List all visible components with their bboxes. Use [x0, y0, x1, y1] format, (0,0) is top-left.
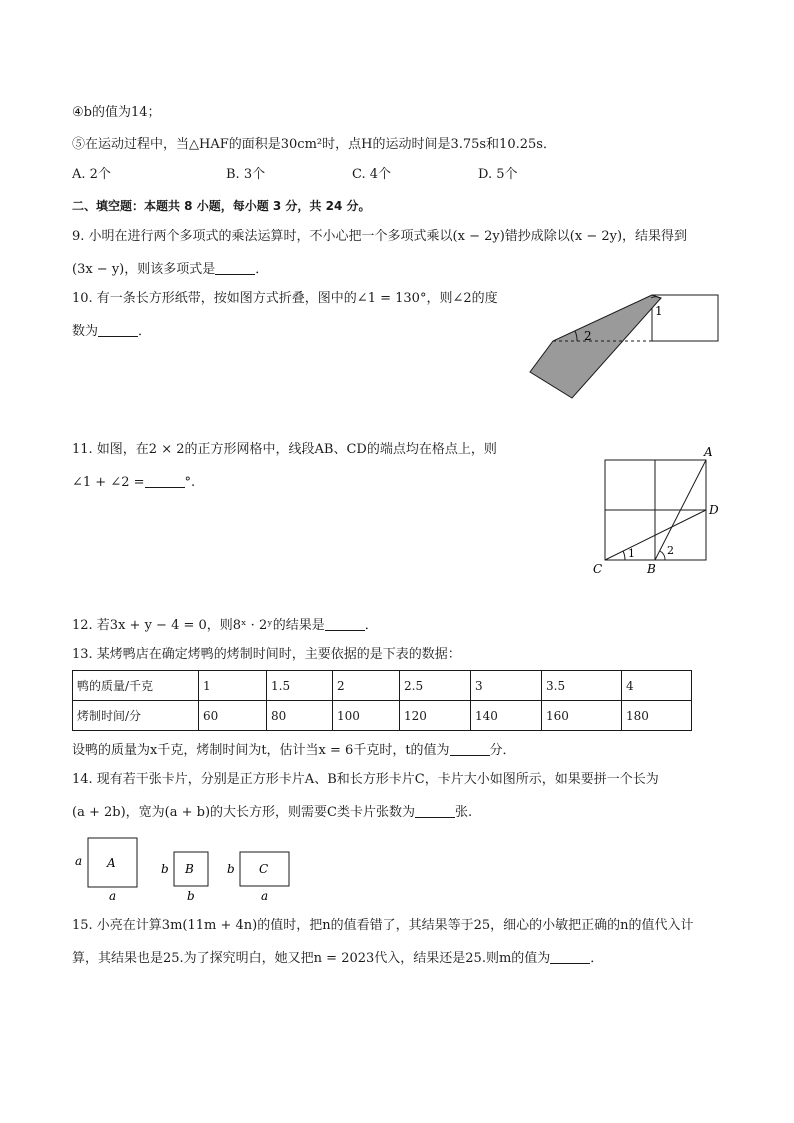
answer-blank[interactable] [215, 260, 255, 275]
point-c-label: C [593, 562, 603, 576]
q15-end: ． [590, 951, 604, 966]
table-cell: 4 [622, 671, 692, 701]
angle-1-label: 1 [655, 304, 663, 318]
q10-text: 数为 [72, 324, 99, 339]
q8-option-a: A. 2个 [72, 167, 111, 182]
grid-figure [590, 442, 725, 580]
card-c-label: C [259, 862, 269, 876]
row-header: 鸭的质量/千克 [73, 671, 199, 701]
table-cell: 160 [542, 701, 622, 731]
q15-text: 算，其结果也是25.为了探究明白，她又把n = 2023代入，结果还是25.则m的值为 [72, 951, 551, 966]
table-cell: 1 [199, 671, 267, 701]
card-c-side: b [227, 862, 235, 876]
table-row [73, 701, 692, 731]
q13-question [72, 741, 516, 760]
q15-line-2 [72, 949, 603, 968]
card-b-side: b [161, 862, 169, 876]
answer-blank[interactable] [550, 949, 590, 964]
point-a-label: A [704, 445, 713, 459]
q12-end: ． [364, 618, 378, 633]
q8-option-d: D. 5个 [478, 167, 518, 182]
point-b-label: B [647, 562, 656, 576]
q8-statement-4: ④b的值为14； [72, 105, 161, 120]
q9-text: (3x − y)，则该多项式是 [72, 262, 216, 277]
q14-end: 张. [454, 805, 473, 820]
row-header: 烤制时间/分 [73, 701, 199, 731]
angle-2-arc [660, 551, 665, 560]
q9-line-2 [72, 260, 268, 279]
table-cell: 3 [471, 671, 542, 701]
table-cell: 100 [333, 701, 400, 731]
q8-statement-5: ⑤在运动过程中，当△HAF的面积是30cm²时，点H的运动时间是3.75s和10.25s． [72, 137, 556, 152]
q13-intro: 13. 某烤鸭店在确定烤鸭的烤制时间时，主要依据的是下表的数据： [72, 647, 461, 662]
answer-blank[interactable] [145, 473, 185, 488]
q8-option-c: C. 4个 [352, 167, 392, 182]
q15-line-1: 15. 小亮在计算3m(11m + 4n)的值时，把n的值看错了，其结果等于25，细心的小敏把正确的n的值代入计 [72, 918, 694, 933]
q9-end: ． [255, 262, 269, 277]
point-d-label: D [709, 503, 719, 517]
table-cell: 140 [471, 701, 542, 731]
table-cell: 3.5 [542, 671, 622, 701]
q13-end: 分． [489, 743, 516, 758]
card-a-label: A [107, 856, 116, 870]
card-b-bottom: b [187, 889, 195, 903]
q10-line-2 [72, 322, 151, 341]
q12-line [72, 616, 378, 635]
q14-text: (a + 2b)，宽为(a + b)的大长方形，则需要C类卡片张数为 [72, 805, 415, 820]
card-c-bottom: a [261, 889, 269, 903]
q14-line-1: 14. 现有若干张卡片，分别是正方形卡片A、B和长方形卡片C，卡片大小如图所示，如果要拼一个长为 [72, 772, 659, 787]
angle-1-label: 1 [628, 547, 635, 560]
q14-line-2 [72, 803, 472, 822]
angle-2-label: 2 [584, 329, 592, 343]
q11-line-1: 11. 如图，在2 × 2的正方形网格中，线段AB、CD的端点均在格点上，则 [72, 442, 497, 457]
card-a-side: a [75, 854, 83, 868]
card-b-label: B [185, 862, 194, 876]
q13-text: 设鸭的质量为x千克，烤制时间为t，估计当x = 6千克时，t的值为 [72, 743, 450, 758]
table-cell: 2 [333, 671, 400, 701]
q11-text: ∠1 + ∠2 = [72, 475, 145, 490]
table-cell: 80 [267, 701, 333, 731]
q9-line-1: 9. 小明在进行两个多项式的乘法运算时，不小心把一个多项式乘以(x − 2y)错抄成除以(x − 2y)，结果得到 [72, 229, 688, 244]
q10-end: ． [138, 324, 152, 339]
folded-strip-figure [525, 290, 725, 405]
table-cell: 2.5 [400, 671, 471, 701]
cards-figure [70, 832, 310, 906]
q8-option-b: B. 3个 [226, 167, 266, 182]
angle-1-arc [623, 551, 625, 560]
q11-end: °. [184, 475, 196, 490]
q10-line-1: 10. 有一条长方形纸带，按如图方式折叠，图中的∠1 = 130°，则∠2的度 [72, 291, 498, 306]
q11-line-2 [72, 473, 195, 492]
answer-blank[interactable] [325, 616, 365, 631]
section-heading: 二、填空题：本题共 8 小题，每小题 3 分，共 24 分。 [72, 199, 371, 213]
table-cell: 180 [622, 701, 692, 731]
strip-rectangle [652, 295, 718, 341]
duck-data-table [72, 670, 692, 731]
table-cell: 1.5 [267, 671, 333, 701]
table-row [73, 671, 692, 701]
angle-2-label: 2 [667, 544, 674, 557]
folded-part [530, 295, 661, 398]
answer-blank[interactable] [98, 322, 138, 337]
q12-text: 12. 若3x + y − 4 = 0，则8ˣ · 2ʸ的结果是 [72, 618, 325, 633]
answer-blank[interactable] [415, 803, 455, 818]
table-cell: 120 [400, 701, 471, 731]
table-cell: 60 [199, 701, 267, 731]
card-a-bottom: a [109, 889, 117, 903]
answer-blank[interactable] [450, 741, 490, 756]
